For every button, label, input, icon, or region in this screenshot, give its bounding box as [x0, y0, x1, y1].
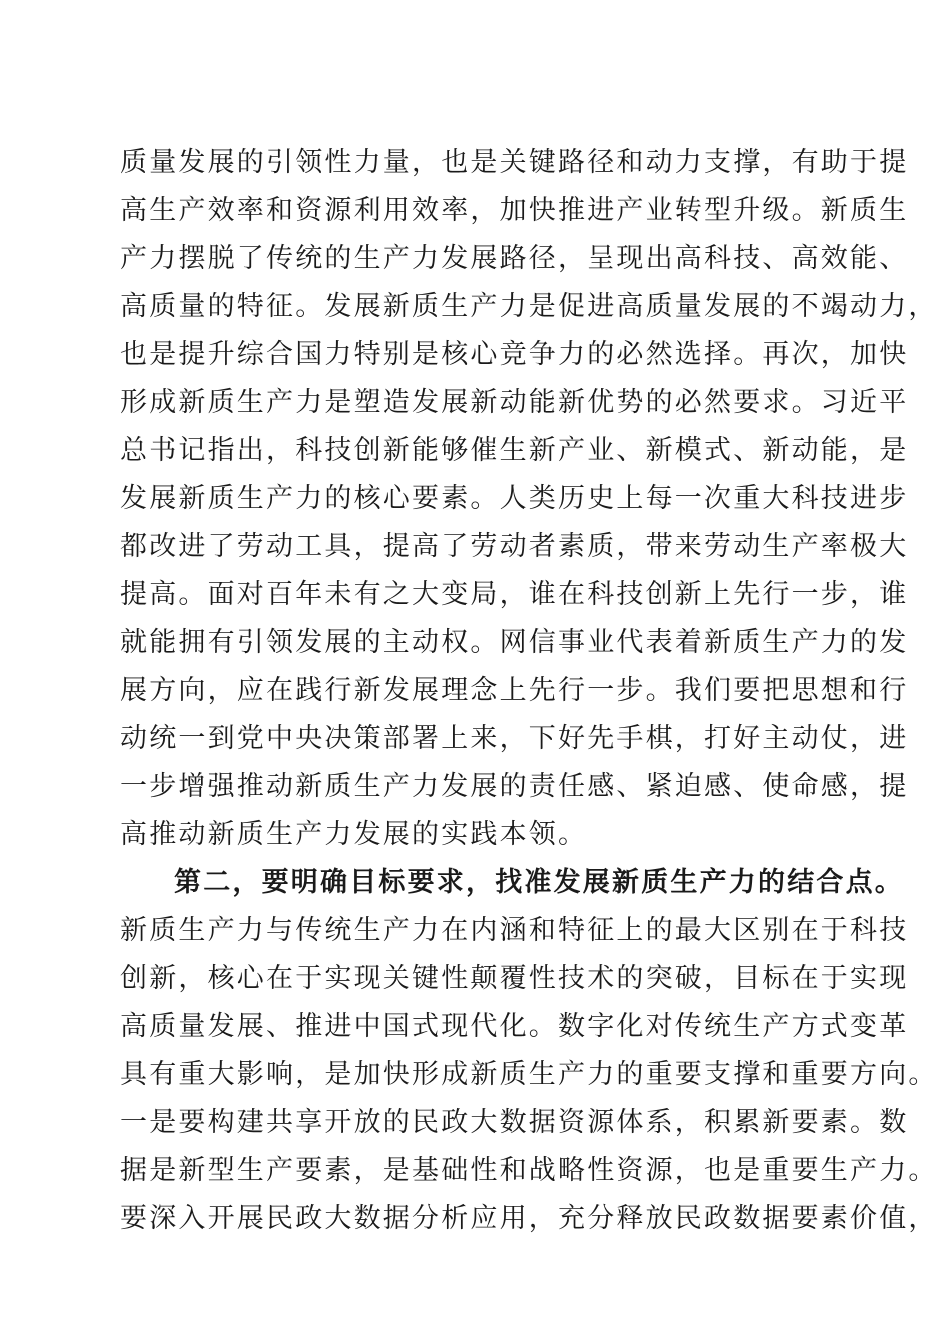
text-line: 都改进了劳动工具，提高了劳动者素质，带来劳动生产率极大	[120, 531, 909, 562]
text-line: 高推动新质生产力发展的实践本领。	[120, 819, 588, 850]
text-line: 形成新质生产力是塑造发展新动能新优势的必然要求。习近平	[120, 387, 909, 418]
section-heading: 第二，要明确目标要求，找准发展新质生产力的结合点。	[174, 867, 904, 898]
text-line: 新质生产力与传统生产力在内涵和特征上的最大区别在于科技	[120, 915, 909, 946]
text-line: 一是要构建共享开放的民政大数据资源体系，积累新要素。数	[120, 1107, 909, 1138]
text-line: 高质量的特征。发展新质生产力是促进高质量发展的不竭动力，	[120, 291, 938, 322]
text-line: 也是提升综合国力特别是核心竞争力的必然选择。再次，加快	[120, 339, 909, 370]
text-line: 产力摆脱了传统的生产力发展路径，呈现出高科技、高效能、	[120, 243, 909, 274]
text-line: 动统一到党中央决策部署上来，下好先手棋，打好主动仗，进	[120, 723, 909, 754]
text-line: 高质量发展、推进中国式现代化。数字化对传统生产方式变革	[120, 1011, 909, 1042]
text-line: 发展新质生产力的核心要素。人类历史上每一次重大科技进步	[120, 483, 909, 514]
text-line: 总书记指出，科技创新能够催生新产业、新模式、新动能，是	[120, 435, 909, 466]
text-line: 要深入开展民政大数据分析应用，充分释放民政数据要素价值，	[120, 1203, 938, 1234]
text-line: 具有重大影响，是加快形成新质生产力的重要支撑和重要方向。	[120, 1059, 938, 1090]
text-line: 据是新型生产要素，是基础性和战略性资源，也是重要生产力。	[120, 1155, 938, 1186]
text-line: 展方向，应在践行新发展理念上先行一步。我们要把思想和行	[120, 675, 909, 706]
text-line: 高生产效率和资源利用效率，加快推进产业转型升级。新质生	[120, 195, 909, 226]
text-line: 一步增强推动新质生产力发展的责任感、紧迫感、使命感，提	[120, 771, 909, 802]
text-line: 提高。面对百年未有之大变局，谁在科技创新上先行一步，谁	[120, 579, 909, 610]
text-line: 创新，核心在于实现关键性颠覆性技术的突破，目标在于实现	[120, 963, 909, 994]
text-line: 就能拥有引领发展的主动权。网信事业代表着新质生产力的发	[120, 627, 909, 658]
text-line: 质量发展的引领性力量，也是关键路径和动力支撑，有助于提	[120, 147, 909, 178]
